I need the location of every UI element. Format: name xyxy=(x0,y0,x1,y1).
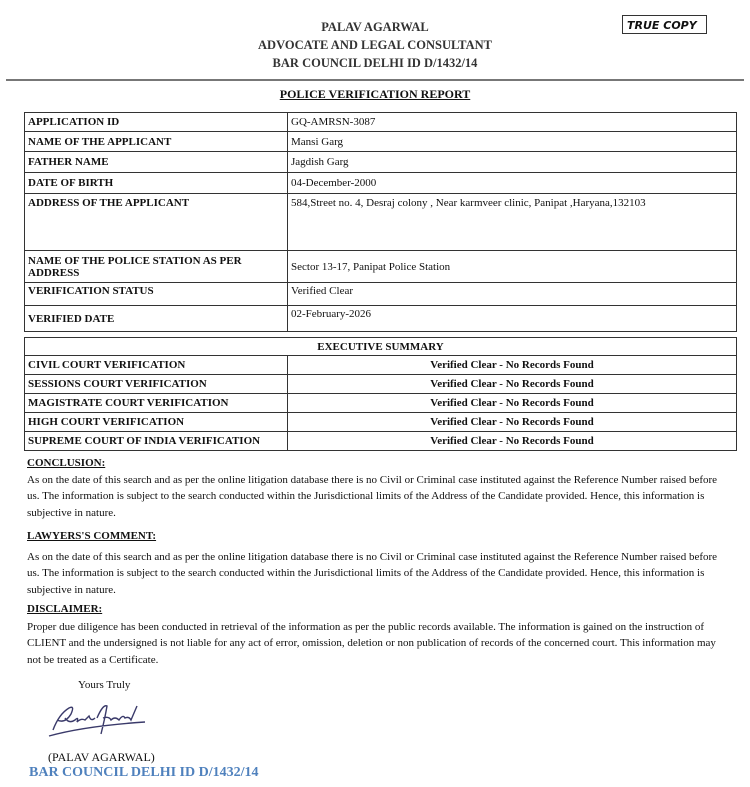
detail-label: APPLICATION ID xyxy=(25,113,288,132)
closing: Yours Truly xyxy=(78,679,131,691)
detail-value: Mansi Garg xyxy=(288,132,737,152)
detail-value: Sector 13-17, Panipat Police Station xyxy=(288,251,737,283)
detail-value: 584,Street no. 4, Desraj colony , Near karmveer clinic, Panipat ,Haryana,132103 xyxy=(288,194,737,251)
detail-label: NAME OF THE POLICE STATION AS PER ADDRESS xyxy=(25,251,288,283)
table-row xyxy=(25,173,737,194)
summary-value: Verified Clear - No Records Found xyxy=(288,375,737,394)
detail-label: NAME OF THE APPLICANT xyxy=(25,132,288,152)
summary-value: Verified Clear - No Records Found xyxy=(288,432,737,451)
disclaimer-heading: DISCLAIMER: xyxy=(27,603,103,615)
table-row xyxy=(25,113,737,132)
header-divider xyxy=(6,79,744,81)
detail-value: GQ-AMRSN-3087 xyxy=(288,113,737,132)
table-row xyxy=(25,194,737,251)
table-row xyxy=(25,306,737,332)
summary-value: Verified Clear - No Records Found xyxy=(288,413,737,432)
details-table xyxy=(24,112,737,332)
executive-summary-table xyxy=(24,337,737,451)
signatory-bar-id: BAR COUNCIL DELHI ID D/1432/14 xyxy=(29,765,259,780)
advocate-name: PALAV AGARWAL xyxy=(321,20,429,34)
conclusion-section xyxy=(27,455,727,521)
detail-value: Verified Clear xyxy=(288,283,737,306)
conclusion-heading: CONCLUSION: xyxy=(27,457,106,469)
detail-value: Jagdish Garg xyxy=(288,152,737,173)
table-row xyxy=(25,413,737,432)
lawyers-comment-text: As on the date of this search and as per the online litigation database there is no Civil or Criminal case instituted against the Reference Number raised before us. The information is subject to the search conducted within the Jurisdictional limits of the Address of the Candidate provided. Hence, this information is subjective in nature. xyxy=(27,550,718,596)
table-row xyxy=(25,356,737,375)
summary-label: MAGISTRATE COURT VERIFICATION xyxy=(25,394,288,413)
detail-label: VERIFICATION STATUS xyxy=(25,283,288,306)
true-copy-stamp: TRUE COPY xyxy=(622,15,707,34)
executive-summary-heading: EXECUTIVE SUMMARY xyxy=(25,338,737,356)
summary-label: SESSIONS COURT VERIFICATION xyxy=(25,375,288,394)
detail-label: FATHER NAME xyxy=(25,152,288,173)
table-row xyxy=(25,132,737,152)
disclaimer-section xyxy=(27,601,727,668)
detail-value: 02-February-2026 xyxy=(288,306,737,332)
table-row xyxy=(25,375,737,394)
report-title: POLICE VERIFICATION REPORT xyxy=(279,87,471,101)
table-row xyxy=(25,283,737,306)
summary-label: HIGH COURT VERIFICATION xyxy=(25,413,288,432)
table-row xyxy=(25,432,737,451)
lawyers-comment-section xyxy=(27,528,727,598)
signature-image xyxy=(45,700,155,745)
summary-value: Verified Clear - No Records Found xyxy=(288,394,737,413)
summary-label: CIVIL COURT VERIFICATION xyxy=(25,356,288,375)
disclaimer-text: Proper due diligence has been conducted in retrieval of the information as per the public records available. The information is gained on the instruction of CLIENT and the undersigned is not liable for any act of error, omission, deletion or non publication of records of the concerned court. This information may not be treated as a Certificate. xyxy=(27,620,716,666)
summary-label: SUPREME COURT OF INDIA VERIFICATION xyxy=(25,432,288,451)
table-row xyxy=(25,394,737,413)
detail-value: 04-December-2000 xyxy=(288,173,737,194)
conclusion-text: As on the date of this search and as per the online litigation database there is no Civil or Criminal case instituted against the Reference Number raised before us. The information is subject to the search conducted within the Jurisdictional limits of the Address of the Candidate provided. Hence, this information is subjective in nature. xyxy=(27,473,718,519)
advocate-bar-id: BAR COUNCIL DELHI ID D/1432/14 xyxy=(272,56,478,70)
detail-label: DATE OF BIRTH xyxy=(25,173,288,194)
signatory-name: (PALAV AGARWAL) xyxy=(48,750,155,764)
table-row xyxy=(25,251,737,283)
detail-label: VERIFIED DATE xyxy=(25,306,288,332)
summary-value: Verified Clear - No Records Found xyxy=(288,356,737,375)
advocate-designation: ADVOCATE AND LEGAL CONSULTANT xyxy=(258,38,492,52)
lawyers-comment-heading: LAWYERS'S COMMENT: xyxy=(27,530,157,542)
table-row xyxy=(25,152,737,173)
detail-label: ADDRESS OF THE APPLICANT xyxy=(25,194,288,251)
